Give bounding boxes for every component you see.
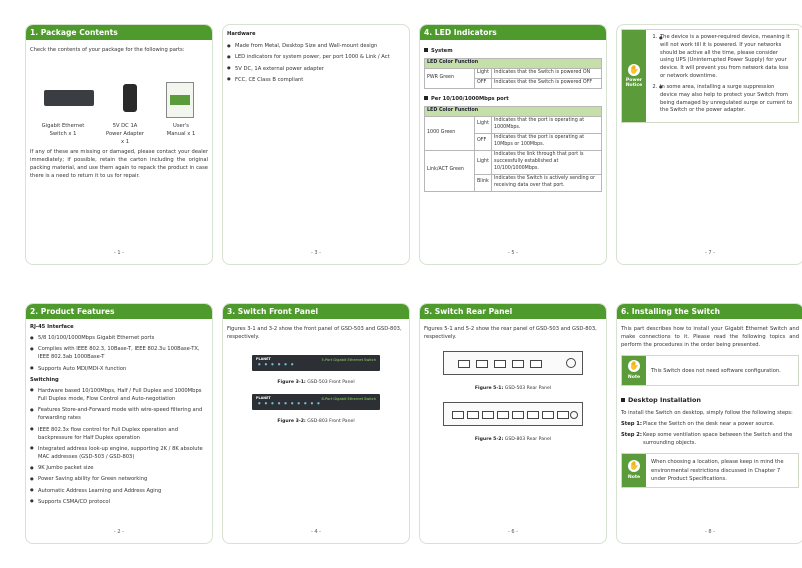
led-state: Light — [475, 116, 492, 133]
led-desc: Indicates that the Switch is powered ON — [491, 69, 601, 79]
note-text: When choosing a location, please keep in mind the environmental restrictions discussed in Chapter 7 under Product Specifications. — [651, 459, 784, 482]
gsd803-front-image — [252, 394, 380, 410]
note-text: This Switch does not need software configuration. — [651, 367, 781, 374]
device-label: 5-Port Gigabit Ethernet Switch — [321, 358, 376, 363]
page-front-panel — [222, 303, 410, 544]
manual-image — [166, 82, 194, 118]
device-label: 8-Port Gigabit Ethernet Switch — [321, 397, 376, 402]
page-number: - 3 - — [311, 250, 321, 256]
note-label-block — [622, 356, 646, 385]
note-label: Note — [627, 475, 641, 480]
list-item: ● IEEE 802.3x flow control for Full Duplex operation and backpressure for Half Duplex operation — [30, 426, 208, 442]
note-label-block — [622, 454, 646, 486]
package-images — [30, 62, 208, 124]
caption-switch: Gigabit Ethernet Switch x 1 — [41, 123, 85, 138]
page-led-indicators — [419, 24, 607, 265]
figure-caption: Figure 5-1: GSD-503 Rear Panel — [474, 386, 552, 392]
power-notice-box — [621, 29, 799, 123]
led-row: ● ● ● ● ● ● — [258, 362, 295, 367]
list-item: ● Made from Metal, Desktop Size and Wall-mount design — [227, 42, 405, 50]
intro-text: Check the contents of your package for the following parts: — [30, 47, 185, 53]
list-item: ● 1. The device is a power-required device, meaning it will not work till it is powered. If your networks should be active all the time, please consider using UPS (Uninterrupted Power Supply) for your device. It will prevent you from network data loss or network downtime. — [659, 34, 793, 81]
gsd503-rear-image — [443, 351, 583, 375]
intro-text: Figures 3-1 and 3-2 show the front panel of GSD-503 and GSD-803, respectively. — [227, 326, 402, 341]
switching-heading: Switching — [30, 376, 59, 383]
figure-caption: Figure 3-2: GSD-803 Front Panel — [277, 419, 355, 425]
system-heading: System — [424, 47, 602, 55]
package-captions — [30, 122, 208, 146]
figure-caption: Figure 3-1: GSD-503 Front Panel — [277, 380, 355, 386]
note-label: Note — [627, 375, 641, 381]
list-item: ● Complies with IEEE 802.3, 10Base-T, IEEE 802.3u 100Base-TX, IEEE 802.3ab 1000Base-T — [30, 345, 208, 361]
gsd803-rear-image — [443, 402, 583, 426]
note-box — [621, 355, 799, 386]
page-number: - 5 - — [508, 250, 518, 256]
note-box — [621, 453, 799, 487]
list-item: ● Integrated address look-up engine, supporting 2K / 8K absolute MAC addresses (GSD-503 / GSD-803) — [30, 445, 208, 461]
table-row — [425, 116, 602, 133]
list-item: ● Hardware based 10/100Mbps, Half / Full Duplex and 1000Mbps Full Duplex mode, Flow Control and Auto-negotiation — [30, 387, 208, 403]
page-product-features — [25, 303, 213, 544]
page-title: 6. Installing the Switch — [617, 304, 802, 319]
page-package-contents — [25, 24, 213, 265]
page-title: 3. Switch Front Panel — [223, 304, 409, 319]
table-header: LED Color Function — [425, 59, 602, 69]
step-row — [621, 431, 799, 447]
table-row — [425, 150, 602, 174]
led-state: OFF — [475, 133, 492, 150]
adapter-image — [123, 84, 137, 112]
led-row: ● ● ● ● ● ● ● ● ● ● — [258, 401, 322, 406]
caption-manual: User's Manual x 1 — [166, 123, 196, 138]
hand-icon: ✋ — [629, 65, 639, 75]
port-heading: Per 10/100/1000Mbps port — [424, 95, 602, 103]
led-desc: Indicates that the Switch is powered OFF — [491, 78, 601, 88]
list-item: ● Automatic Address Learning and Address Aging — [30, 487, 208, 495]
led-state: Light — [475, 150, 492, 174]
led-name: PWR Green — [425, 69, 475, 89]
page-number: - 2 - — [114, 529, 124, 535]
page-number: - 4 - — [311, 529, 321, 535]
switching-list — [30, 387, 208, 506]
list-item: ● 2. In some area, installing a surge suppression device may also help to protect your Switch from being damaged by unregulated surge or current to the Switch or the power adapter. — [659, 84, 793, 115]
planet-logo: PLANET — [256, 396, 271, 401]
hardware-list — [227, 42, 405, 84]
step-text: Place the Switch on the desk near a power source. — [643, 421, 775, 428]
list-item: ● FCC, CE Class B compliant — [227, 76, 405, 84]
hand-icon: ✋ — [629, 461, 639, 470]
page-title: 5. Switch Rear Panel — [420, 304, 606, 319]
table-header: LED Color Function — [425, 106, 602, 116]
page-installing — [616, 303, 802, 544]
led-state: OFF — [475, 78, 492, 88]
step-label: Step 1: — [621, 421, 642, 428]
table-row — [425, 69, 602, 79]
led-name: 1000 Green — [425, 116, 475, 150]
system-led-table — [424, 58, 602, 89]
list-item: ● Supports CSMA/CD protocol — [30, 498, 208, 506]
list-item: ● Power Saving ability for Green networking — [30, 475, 208, 483]
list-item: ● Features Store-and-Forward mode with wire-speed filtering and forwarding rates — [30, 406, 208, 422]
led-desc: Indicates the link through that port is successfully established at 10/100/1000Mbps. — [491, 150, 601, 174]
list-item: ● 5V DC, 1A external power adapter — [227, 65, 405, 73]
missing-parts-paragraph: If any of these are missing or damaged, please contact your dealer immediately; if possible, retain the carton including the original packing material, and use them again to repack the product in case there is a need to return it to us for repair. — [30, 149, 208, 180]
notice-content — [646, 30, 798, 122]
page-number: - 7 - — [705, 250, 715, 256]
led-state: Blink — [475, 174, 492, 191]
page-title: 2. Product Features — [26, 304, 212, 319]
led-state: Light — [475, 69, 492, 79]
intro-text: This part describes how to install your Gigabit Ethernet Switch and make connections to it. Please read the following topics and perform the procedures in the order being presented. — [621, 326, 799, 349]
page-hardware — [222, 24, 410, 265]
led-desc: Indicates that the port is operating at 1000Mbps. — [491, 116, 601, 133]
page-number: - 6 - — [508, 529, 518, 535]
list-item: ● 5/8 10/100/1000Mbps Gigabit Ethernet ports — [30, 334, 208, 342]
led-desc: Indicates that the port is operating at 10Mbps or 100Mbps. — [491, 133, 601, 150]
rj45-heading: RJ-45 Interface — [30, 324, 74, 330]
hardware-heading: Hardware — [227, 31, 256, 37]
led-name: Link/ACT Green — [425, 150, 475, 191]
page-rear-panel — [419, 303, 607, 544]
step-row — [621, 420, 799, 428]
step-label: Step 2: — [621, 432, 642, 439]
caption-adapter: 5V DC 1A Power Adapter x 1 — [106, 123, 144, 146]
list-item: ● Supports Auto MDI/MDI-X function — [30, 365, 208, 373]
notice-label: Power Notice — [625, 78, 643, 89]
list-item: ● LED indicators for system power, per port 1000 & Link / Act — [227, 53, 405, 61]
page-number: - 8 - — [705, 529, 715, 535]
figure-caption: Figure 5-2: GSD-803 Rear Panel — [474, 437, 552, 443]
step-text: Keep some ventilation space between the Switch and the surrounding objects. — [643, 432, 793, 447]
gsd503-front-image — [252, 355, 380, 371]
page-power-notice — [616, 24, 802, 265]
page-title: 1. Package Contents — [26, 25, 212, 40]
intro-text: Figures 5-1 and 5-2 show the rear panel of GSD-503 and GSD-803, respectively. — [424, 326, 597, 341]
list-item: ● 9K Jumbo packet size — [30, 464, 208, 472]
desktop-intro: To install the Switch on desktop, simply follow the following steps: — [621, 410, 793, 417]
rj45-list — [30, 334, 208, 373]
led-desc: Indicates the Switch is actively sending or receiving data over that port. — [491, 174, 601, 191]
notice-label-block — [622, 30, 646, 122]
port-led-table — [424, 106, 602, 192]
page-number: - 1 - — [114, 250, 124, 256]
page-title: 4. LED Indicators — [420, 25, 606, 40]
desktop-heading: Desktop Installation — [621, 396, 799, 406]
hand-icon: ✋ — [629, 361, 639, 371]
planet-logo: PLANET — [256, 357, 271, 362]
switch-image — [44, 90, 94, 106]
